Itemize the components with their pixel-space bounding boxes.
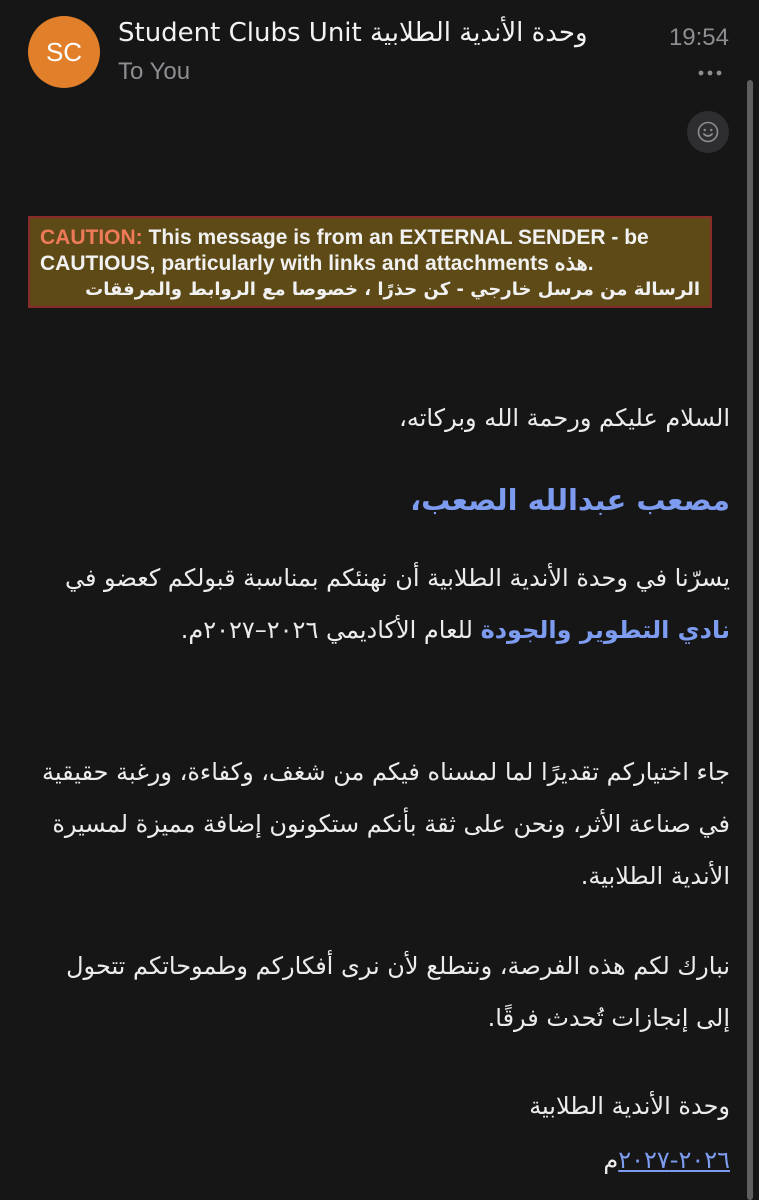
- caution-message-en: This message is from an EXTERNAL SENDER - be CAUTIOUS, particularly with links and attachments هذه.: [40, 226, 649, 275]
- club-name: نادي التطوير والجودة: [480, 616, 730, 644]
- acceptance-text-start: يسرّنا في وحدة الأندية الطلابية أن نهنئكم بمناسبة قبولكم كعضو في: [64, 564, 730, 592]
- signature: وحدة الأندية الطلابية: [529, 1092, 730, 1120]
- smiley-icon: [696, 120, 720, 144]
- ellipsis-icon[interactable]: [697, 60, 723, 86]
- greeting: السلام عليكم ورحمة الله وبركاته،: [399, 404, 730, 432]
- congratulation-paragraph: نبارك لكم هذه الفرصة، ونتطلع لأن نرى أفكاركم وطموحاتكم تتحول إلى إنجازات تُحدث فرقًا.: [66, 952, 730, 1032]
- sender-avatar[interactable]: SC: [28, 16, 100, 88]
- ellipsis-icon-glyph: [698, 70, 722, 76]
- selection-paragraph: جاء اختياركم تقديرًا لما لمسناه فيكم من شغف، وكفاءة، ورغبة حقيقية في صناعة الأثر، ونحن على ثقة بأنكم ستكونون إضافة مميزة لمسيرة الأندية الطلابية.: [42, 758, 730, 890]
- external-sender-warning: [28, 216, 712, 308]
- scrollbar[interactable]: [747, 80, 753, 1200]
- sender-name[interactable]: Student Clubs Unit وحدة الأندية الطلابية: [118, 18, 588, 48]
- add-reaction-button[interactable]: [687, 111, 729, 153]
- academic-year: [36, 1134, 730, 1186]
- caution-label: CAUTION:: [40, 226, 143, 249]
- email-header: [0, 0, 759, 110]
- acceptance-text-end: للعام الأكاديمي ٢٠٢٦–٢٠٢٧م.: [180, 616, 481, 644]
- academic-year-suffix: م: [603, 1146, 619, 1174]
- academic-year-link[interactable]: ٢٠٢٦-٢٠٢٧: [618, 1146, 730, 1174]
- acceptance-paragraph: [36, 552, 730, 656]
- message-time: 19:54: [668, 24, 729, 51]
- recipient-name: مصعب عبدالله الصعب،: [410, 483, 730, 517]
- caution-message-ar: الرسالة من مرسل خارجي - كن حذرًا ، خصوصا مع الروابط والمرفقات: [85, 279, 700, 300]
- recipient-label[interactable]: To You: [118, 58, 191, 85]
